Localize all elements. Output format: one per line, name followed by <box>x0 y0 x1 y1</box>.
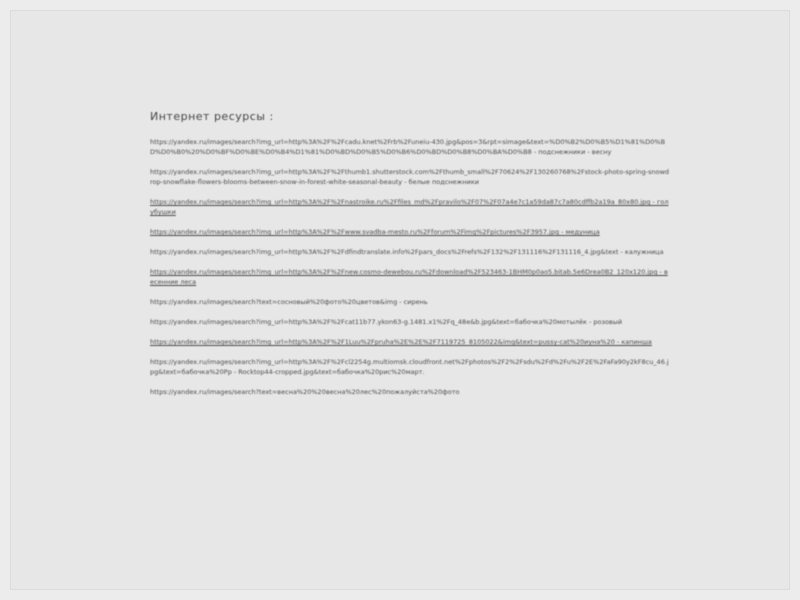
slide <box>10 10 790 590</box>
resources-heading: Интернет ресурсы : <box>150 110 274 123</box>
resource-link[interactable]: https://yandex.ru/images/search?img_url=http%3A%2F%2Fdfindtranslate.info%2Fpars_docs%2Frefs%2F132%2F131116%2F131116_4.jpg&text - калужница <box>150 248 664 256</box>
resource-link[interactable]: https://yandex.ru/images/search?img_url=http%3A%2F%2Fcat11b77.ykon63-g.1481.x1%2Fq_48e&b.jpg&text=бабочка%20мотылёк - розовый <box>150 318 623 326</box>
resource-link[interactable]: https://yandex.ru/images/search?img_url=http%3A%2F%2F1Luu%2Fpruha%2E%2E%2F7119725_8105022&img&text=pussy-cat%20иуна%20 - капинша <box>150 338 652 346</box>
resource-link[interactable]: https://yandex.ru/images/search?img_url=http%3A%2F%2Fcadu.knet%2Frb%2Funeiu-430.jpg&pos=3&rpt=simage&text=%D0%B2%D0%B5%D1%81%D0%BD%D0%B0%20%D0%BF%D0%BE%D0%B4%D1%81%D0%BD%D0%B5%D0%B6%D0%BD%D0%B8%D0%BA%D0%B8 - подснежники - весну <box>150 138 666 156</box>
resource-link[interactable]: https://yandex.ru/images/search?img_url=http%3A%2F%2Fwww.svadba-mesto.ru%2Fforum%2Fimg%2Fpictures%2F3957.jpg - медуница <box>150 228 600 236</box>
resource-link[interactable]: https://yandex.ru/images/search?img_url=http%3A%2F%2Fthumb1.shutterstock.com%2Fthumb_small%2F70624%2F130260768%2Fstock-photo-spring-snowdrop-snowflake-flowers-blooms-between-snow-in-forest-white-seasonal-beauty - белые подснежники <box>150 168 670 186</box>
slide-content <box>150 110 670 407</box>
resource-link[interactable]: https://yandex.ru/images/search?text=весна%20%20весна%20лес%20пожалуйста%20фото <box>150 388 460 396</box>
resource-link[interactable]: https://yandex.ru/images/search?img_url=http%3A%2F%2Fcl2254g.multiomsk.cloudfront.net%2Fphotos%2F2%2Fsdu%2Fd%2Fu%2F2E%2FaFa90y2kF8cu_46.jpg&text=бабочка%20Рр - Rocktop44-cropped.jpg&text=бабочка%20рис%20март. <box>150 358 669 376</box>
resource-link[interactable]: https://yandex.ru/images/search?img_url=http%3A%2F%2Fnew.cosmo-dewebou.ru%2Fdownload%2F523463-1BHM0p0ao5.bitab.5e6Drea0B2_120x120.jpg - весенние леса <box>150 268 668 286</box>
resource-link[interactable]: https://yandex.ru/images/search?img_url=http%3A%2F%2Fnastroike.ru%2Ffiles_md%2Fpravilo%2F07%2F07a4e7c1a59da87c7a80cdffb2a19a_80x80.jpg - голубушки <box>150 198 669 216</box>
resource-link[interactable]: https://yandex.ru/images/search?text=сосновый%20фото%20цветов&img - сирень <box>150 298 428 306</box>
